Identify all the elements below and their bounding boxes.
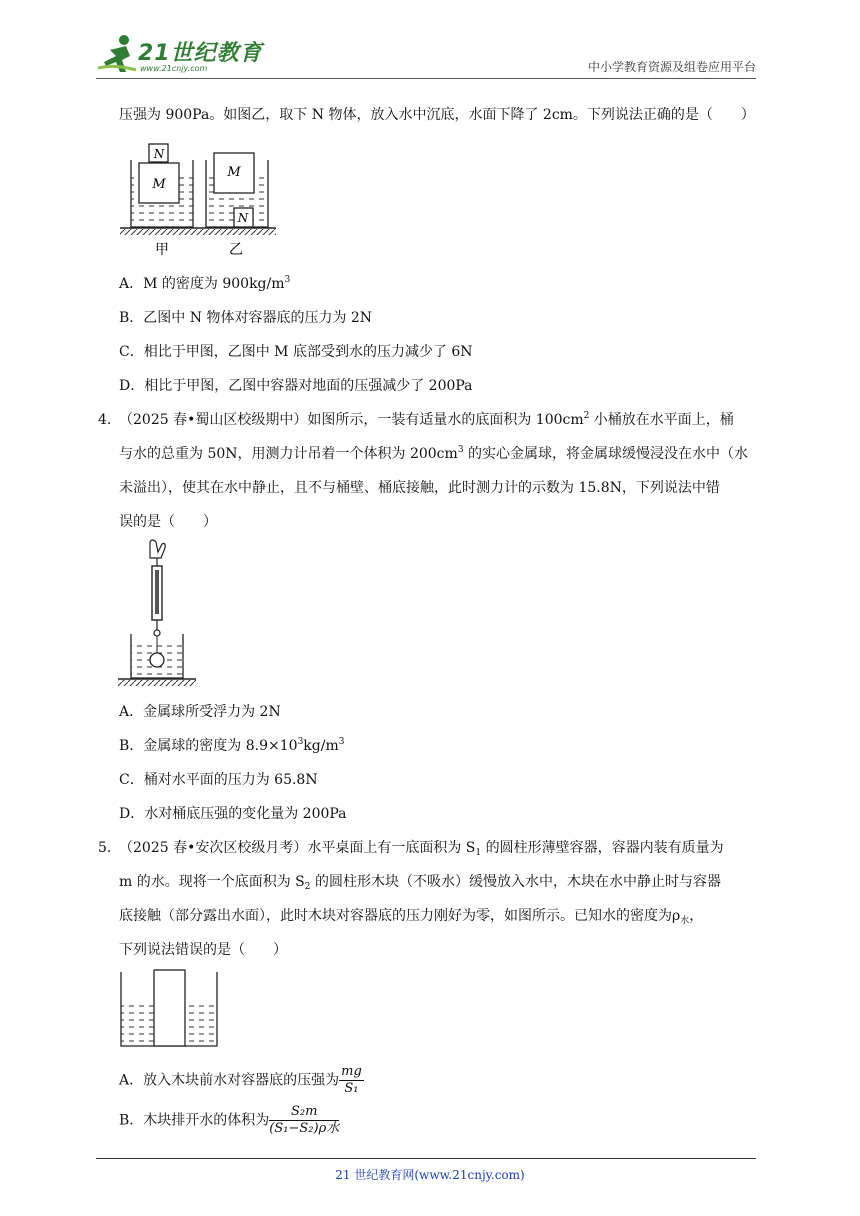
q4-stem-line3: 未溢出），使其在水中静止，且不与桶壁、桶底接触，此时测力计的示数为 15.8N，下列说法中错 <box>119 480 720 496</box>
q3-fig-M-yi: M <box>227 165 241 180</box>
q4-option-c: C．桶对水平面的压力为 65.8N <box>119 772 318 788</box>
q4-option-a: A．金属球所受浮力为 2N <box>119 704 281 720</box>
logo-text: 21世纪教育 <box>138 41 263 66</box>
q4-option-d: D．水对桶底压强的变化量为 200Pa <box>119 806 347 822</box>
q4-figure <box>116 538 198 692</box>
q3-figure <box>118 140 278 262</box>
site-logo <box>96 34 266 74</box>
q3-option-d: D．相比于甲图，乙图中容器对地面的压强减少了 200Pa <box>119 378 473 394</box>
q5-stem-line1: （2025 春•安次区校级月考）水平桌面上有一底面积为 $S_1$ 的圆柱形薄壁容器，容器内装有质量为 <box>119 840 724 858</box>
q3-fig-label-jia: 甲 <box>155 242 169 258</box>
q5-figure <box>118 968 220 1050</box>
footer-divider <box>96 1158 756 1159</box>
q5-option-b-fraction: $\frac{\text{S₂m}}{\text{(S₁−S₂)ρ水}}$ <box>269 1104 340 1136</box>
runner-icon <box>96 34 140 74</box>
q4-option-b: B．金属球的密度为 $8.9\times 10^3kg/m^3$ <box>119 737 345 754</box>
q3-option-c: C．相比于甲图，乙图中 M 底部受到水的压力减少了 6N <box>119 344 473 360</box>
q5-number: 5. <box>98 840 112 856</box>
q5-option-a-fraction: $\frac{mg}{\text{S₁}}$ <box>341 1064 362 1096</box>
q3-fig-label-yi: 乙 <box>229 242 243 258</box>
q5-option-b: B．木块排开水的体积为 $\frac{\text{S₂m}}{\text{(S₁−S₂)ρ水}}$ <box>119 1104 340 1136</box>
q4-number: 4. <box>98 412 112 428</box>
q3-fig-N-jia: N <box>153 147 165 161</box>
footer-text: 21 世纪教育网(www.21cnjy.com) <box>335 1168 525 1182</box>
header-divider <box>96 78 756 79</box>
q5-stem-line2: m 的水。现将一个底面积为 $S_2$ 的圆柱形木块（不吸水）缓慢放入水中，木块在水中静止时与容器 <box>119 874 721 892</box>
page-header <box>96 28 756 80</box>
q5-stem-line3: 底接触（部分露出水面），此时木块对容器底的压力刚好为零，如图所示。已知水的密度为$\rho_水$， <box>119 908 704 926</box>
q3-stem: 压强为 900Pa。如图乙，取下 N 物体，放入水中沉底，水面下降了 2cm。下列说法正确的是（ ） <box>119 107 755 123</box>
logo-url: www.21cnjy.com <box>140 64 208 73</box>
q3-option-a: A．M 的密度为 $900kg/m^3$ <box>119 275 291 292</box>
q4-stem-line1: （2025 春•蜀山区校级期中）如图所示，一装有适量水的底面积为 $100cm^2$ 小桶放在水平面上，桶 <box>119 411 734 428</box>
q3-fig-M-jia: M <box>152 177 166 192</box>
q5-option-a: A．放入木块前水对容器底的压强为 $\frac{mg}{\text{S₁}}$ <box>119 1064 362 1096</box>
q3-fig-N-yi: N <box>237 211 249 225</box>
q3-option-b: B．乙图中 N 物体对容器底的压力为 2N <box>119 310 373 326</box>
q4-stem-line4: 误的是（ ） <box>119 514 217 530</box>
q4-stem-line2: 与水的总重为 50N，用测力计吊着一个体积为 $200cm^3$ 的实心金属球，将金属球缓慢浸没在水中（水 <box>119 445 748 462</box>
platform-label: 中小学教育资源及组卷应用平台 <box>587 60 756 74</box>
q5-stem-line4: 下列说法错误的是（ ） <box>119 942 287 958</box>
